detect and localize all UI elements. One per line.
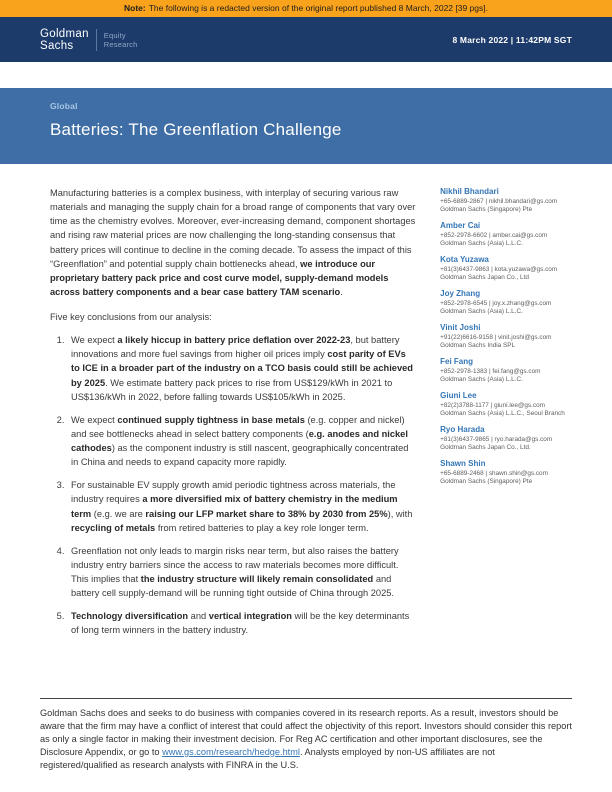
analyst-contact: +81(3)6437-9863 | kota.yuzawa@gs.com [440,266,558,273]
analyst-card [440,425,572,452]
logo-wordmark [40,28,89,52]
analyst-contact: +91(22)6616-9158 | vinit.joshi@gs.com [440,334,552,341]
analyst-card [440,357,572,384]
report-title: Batteries: The Greenflation Challenge [50,120,342,139]
disclosure-link[interactable]: www.gs.com/research/hedge.html [162,746,300,757]
report-body [50,186,416,647]
analyst-card [440,289,572,316]
analyst-firm: Goldman Sachs India SPL [440,342,516,349]
content-area [0,164,612,647]
lead-in-text: Five key conclusions from our analysis: [50,312,212,322]
logo-line-1: Goldman [40,27,89,40]
analyst-contact: +65-6889-2468 | shawn.shin@gs.com [440,470,548,477]
analyst-contact: +81(3)6437-9865 | ryo.harada@gs.com [440,436,553,443]
analyst-firm: Goldman Sachs (Singapore) Pte [440,206,533,213]
division-label [104,31,138,49]
report-header [0,17,612,62]
analyst-name: Vinit Joshi [440,323,481,332]
report-datetime: 8 March 2022 | 11:42PM SGT [452,34,572,45]
analyst-sidebar [440,186,572,647]
key-conclusions-list [50,333,416,637]
analyst-name: Kota Yuzawa [440,255,489,264]
title-banner [0,88,612,164]
key-conclusion-item: 1. We expect a likely hiccup in battery price deflation over 2022-23, but battery innovations and more fuel savings from higher oil prices imply cost parity of EVs to ICE in a broader part of the industry on a TCO basis could still be achieved by 2025. We estimate battery pack prices to rise from US$129/kWh in 2021 to US$136/kWh in 2022, before falling towards US$105/kWh in 2025. [67,333,416,404]
footer-divider [40,698,572,699]
goldman-sachs-logo [40,28,137,52]
key-conclusion-item: 5. Technology diversification and vertical integration will be the key determinants of long term winners in the battery industry. [67,609,416,637]
analyst-firm: Goldman Sachs (Asia) L.L.C., Seoul Branch [440,410,565,417]
logo-line-2: Sachs [40,39,74,52]
analyst-name: Ryo Harada [440,425,485,434]
analyst-card [440,255,572,282]
analyst-firm: Goldman Sachs (Singapore) Pte [440,478,533,485]
analyst-name: Shawn Shin [440,459,486,468]
intro-paragraph: Manufacturing batteries is a complex business, with interplay of securing various raw materials and managing the supply chain for a broad range of components that vary over time as the chemistry evolves. Moreover, ever-increasing demand, component shortages and rising raw material prices are now challenging the long-standing consensus that battery prices will continue to decline in the coming decade. To assess the impact of this “Greenflation” and potential supply chain bottlenecks ahead, we introduce our proprietary battery pack price and cost curve model, supply-demand models across battery components and a bear case battery TAM scenario. [50,188,416,297]
key-conclusion-item: 2. We expect continued supply tightness in base metals (e.g. copper and nickel) and see bottlenecks ahead in select battery components (e.g. anodes and nickel cathodes) as the component industry is still nascent, geographically concentrated in China and needs to expand capacity more rapidly. [67,413,416,470]
analyst-contact: +82(2)3788-1177 | giuni.lee@gs.com [440,402,545,409]
analyst-name: Joy Zhang [440,289,481,298]
region-label: Global [50,101,78,111]
analyst-contact: +852-2978-6545 | joy.x.zhang@gs.com [440,300,552,307]
analyst-firm: Goldman Sachs Japan Co., Ltd [440,274,529,281]
analyst-contact: +852-2978-1383 | fei.fang@gs.com [440,368,541,375]
analyst-firm: Goldman Sachs (Asia) L.L.C. [440,376,523,383]
analyst-card [440,323,572,350]
analyst-contact: +852-2978-6602 | amber.cai@gs.com [440,232,548,239]
analyst-firm: Goldman Sachs (Asia) L.L.C. [440,240,523,247]
logo-divider [96,29,97,51]
analyst-name: Nikhil Bhandari [440,187,499,196]
analyst-card [440,221,572,248]
analyst-card [440,187,572,214]
note-text: The following is a redacted version of the original report published 8 March, 2022 [39 pgs]. [148,3,488,13]
note-bar [0,0,612,17]
note-label: Note: [124,3,146,13]
division-line-1: Equity [103,30,126,40]
analyst-name: Fei Fang [440,357,474,366]
analyst-name: Amber Cai [440,221,481,230]
disclosure-footer [40,698,572,772]
key-conclusion-item: 4. Greenflation not only leads to margin risks near term, but also raises the battery industry entry barriers since the access to raw materials becomes more difficult. This implies that the industry structure will likely remain consolidated and battery cell supply-demand will be running tight outside of China through 2025. [67,544,416,601]
analyst-card [440,391,572,418]
analyst-contact: +65-6889-2867 | nikhil.bhandari@gs.com [440,198,558,205]
analyst-card [440,459,572,486]
analyst-firm: Goldman Sachs Japan Co., Ltd. [440,444,531,451]
division-line-2: Research [103,39,138,49]
key-conclusion-item: 3. For sustainable EV supply growth amid periodic tightness across materials, the industry requires a more diversified mix of battery chemistry in the medium term (e.g. we are raising our LFP market share to 38% by 2030 from 25%), with recycling of metals from retired batteries to play a key role longer term. [67,478,416,535]
analyst-firm: Goldman Sachs (Asia) L.L.C. [440,308,523,315]
disclosure-text: Goldman Sachs does and seeks to do business with companies covered in its research reports. As a result, investors should be aware that the firm may have a conflict of interest that could affect the objectivity of this report. Investors should consider this report as only a single factor in making their investment decision. For Reg AC certification and other important disclosures, see the Disclosure Appendix, or go to www.gs.com/research/hedge.html. Analysts employed by non-US affiliates are not registered/qualified as research analysts with FINRA in the U.S. [40,707,572,770]
analyst-name: Giuni Lee [440,391,477,400]
